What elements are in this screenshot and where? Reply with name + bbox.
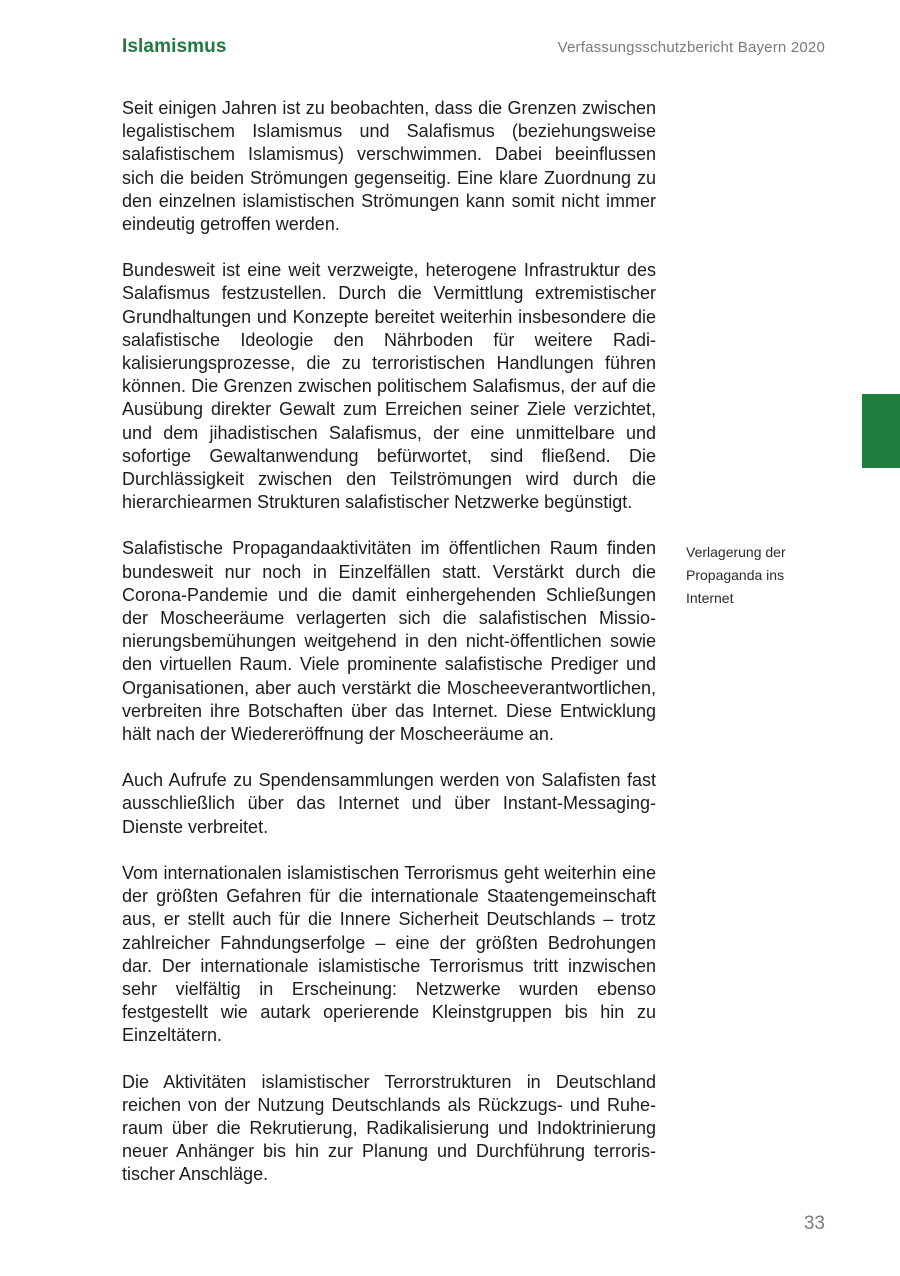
paragraph: Salafistische Propagandaaktivitäten im öffentlichen Raum finden bundesweit nur noch in Einzelfällen statt. Verstärkt durch die Corona-Pandemie und die damit einhergehenden Schließungen der Moscheeräume verlagerten sich die salafistischen Missionierungsbemühungen weitgehend in den nicht-öffentlichen sowie den virtuellen Raum. Viele prominente salafistische Prediger und Organisationen, aber auch verstärkt die Moscheeverantwortlichen, verbreiten ihre Botschaften über das Internet. Diese Entwicklung hält nach der Wiedereröffnung der Moscheeräume an. bbox=[122, 538, 656, 745]
margin-note-line: Internet bbox=[686, 590, 734, 606]
margin-note bbox=[686, 541, 826, 610]
section-title: Islamismus bbox=[122, 36, 227, 57]
paragraph: Vom internationalen islamistischen Terrorismus geht weiterhin eine der größten Gefahren für die internationale Staatengemeinschaft aus, er stellt auch für die Innere Sicherheit Deutschlands – trotz zahlreicher Fahndungserfolge – eine der größten Bedrohungen dar. Der internationale islamistische Terrorismus tritt inzwischen sehr vielfältig in Erscheinung: Netzwerke wurden ebenso festgestellt wie autark operierende Kleinstgruppen bis hin zu Einzeltätern. bbox=[122, 862, 656, 1046]
chapter-tab-marker bbox=[862, 394, 900, 468]
margin-note-line: Verlagerung der bbox=[686, 544, 786, 560]
paragraph: Seit einigen Jahren ist zu beobachten, dass die Grenzen zwischen legalistischem Islamismus und Salafismus (beziehungsweise salafistischem Islamismus) verschwimmen. Dabei beeinflussen sich die beiden Strömungen gegenseitig. Eine klare Zuordnung zu den einzelnen islamistischen Strömungen kann somit nicht immer eindeutig getroffen werden. bbox=[122, 98, 656, 235]
paragraph: Bundesweit ist eine weit verzweigte, heterogene Infrastruktur des Salafismus festzustellen. Durch die Vermittlung extremistischer Grundhaltungen und Konzepte bereitet weiterhin insbesondere die salafistische Ideologie den Nährboden für weitere Radikalisierungsprozesse, die zu terroristischen Handlungen führen können. Die Grenzen zwischen politischem Salafismus, der auf die Ausübung direkter Gewalt zum Erreichen seiner Ziele verzichtet, und dem jihadistischen Salafismus, der eine unmittelbare und sofortige Gewaltanwendung befürwortet, sind fließend. Die Durchlässigkeit zwischen den Teilströmungen wird durch die hierarchiearmen Strukturen salafistischer Netzwerke begünstigt. bbox=[122, 260, 656, 513]
report-title: Verfassungsschutzbericht Bayern 2020 bbox=[557, 39, 825, 56]
page-header bbox=[122, 36, 825, 60]
page-number: 33 bbox=[803, 1213, 825, 1234]
paragraph: Auch Aufrufe zu Spendensammlungen werden von Salafisten fast ausschließlich über das Internet und über Instant-Messaging-Dienste verbreitet. bbox=[122, 770, 656, 837]
margin-note-line: Propaganda ins bbox=[686, 567, 785, 583]
paragraph: Die Aktivitäten islamistischer Terrorstrukturen in Deutschland reichen von der Nutzung Deutschlands als Rückzugs- und Ruheraum über die Rekrutierung, Radikalisierung und Indoktrinierung neuer Anhänger bis hin zur Planung und Durchführung terroristischer Anschläge. bbox=[122, 1071, 656, 1185]
body-text bbox=[122, 97, 656, 1210]
